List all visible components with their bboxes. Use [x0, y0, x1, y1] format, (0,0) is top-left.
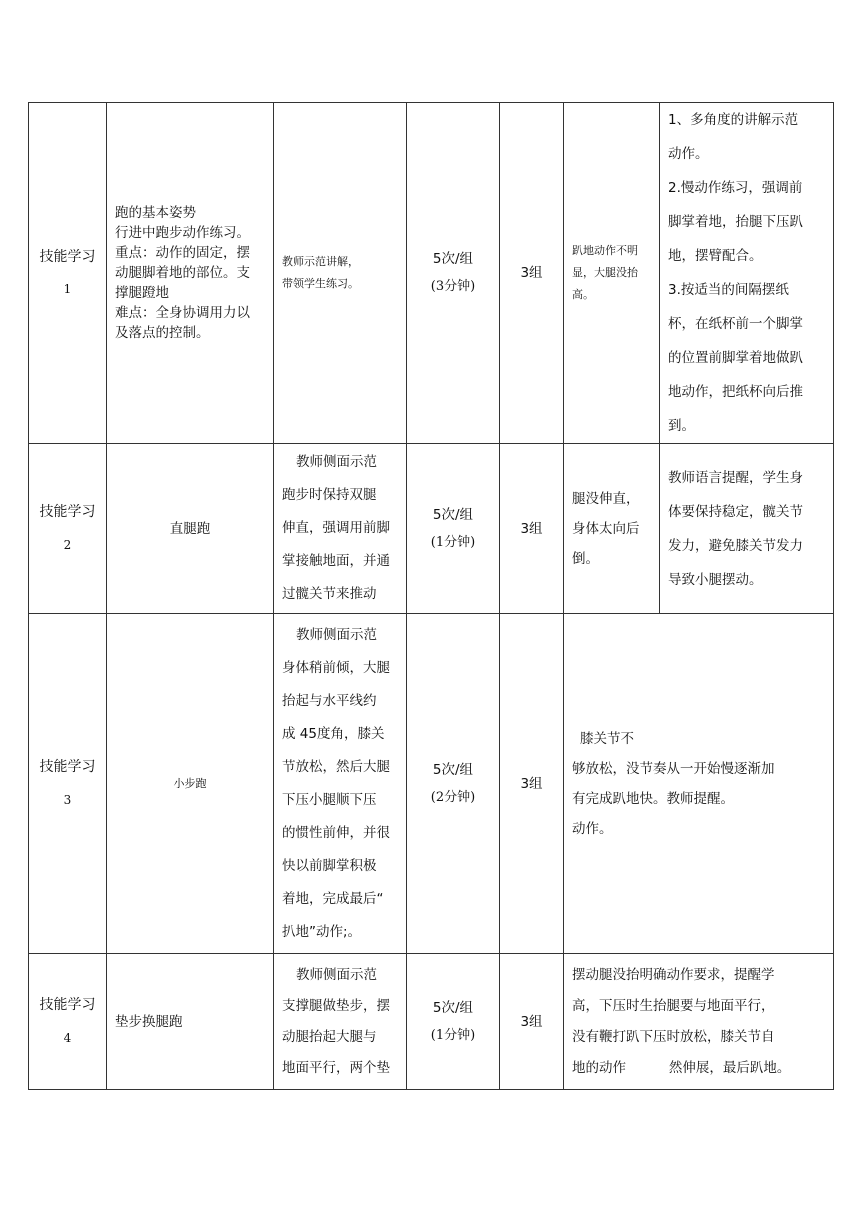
method-line: 节放松，然后大腿	[282, 758, 390, 775]
reps-cell	[407, 444, 500, 614]
method-line: 成 45度角，膝关	[282, 725, 385, 742]
stage-number: 3	[63, 792, 72, 807]
method-line: 支撑腿做垫步，摆	[282, 997, 390, 1014]
method-line: 掌接触地面，并通	[282, 553, 390, 569]
method-line: 的惯性前伸，并很	[282, 824, 390, 841]
groups-text: 3组	[520, 265, 543, 281]
table-row	[29, 444, 834, 614]
solution-line: 地动作，把纸杯向后推	[668, 384, 803, 400]
issue-line: 高，下压时生抬腿要与地面平行，	[572, 997, 775, 1014]
issue-line: 够放松，没节奏从一开始慢逐渐加	[572, 760, 775, 777]
groups-cell	[500, 103, 564, 444]
method-line: 教师示范讲解，	[282, 255, 359, 268]
content-cell	[107, 614, 274, 954]
groups-cell	[500, 954, 564, 1090]
solution-line: 3.按适当的间隔摆纸	[668, 282, 789, 298]
method-line: 着地，完成最后“	[282, 890, 384, 907]
issue-line: 有完成趴地快。教师提醒。	[572, 790, 734, 807]
content-line: 直腿跑	[169, 520, 211, 537]
groups-text: 3组	[520, 520, 543, 537]
method-line: 教师侧面示范	[296, 454, 377, 470]
groups-text: 3组	[520, 1013, 543, 1030]
solution-line: 1、多角度的讲解示范	[668, 112, 799, 128]
groups-cell	[500, 444, 564, 614]
solution-line: 脚掌着地，抬腿下压趴	[668, 214, 803, 230]
issue-line: 显，大腿没抬	[572, 266, 638, 279]
solution-line: 体要保持稳定，髋关节	[668, 503, 803, 520]
issue-line: 高。	[572, 288, 594, 301]
content-line: 动腿脚着地的部位。支	[115, 265, 250, 281]
method-line: 身体稍前倾，大腿	[282, 659, 390, 676]
solution-line: 导致小腿摆动。	[668, 571, 763, 588]
issues-solutions-merged-cell	[564, 954, 834, 1090]
method-line: 扒地”动作;。	[282, 923, 362, 940]
table-row	[29, 614, 834, 954]
stage-number: 1	[63, 282, 72, 297]
stage-number: 4	[63, 1030, 72, 1045]
content-line: 小步跑	[173, 776, 207, 790]
content-cell	[107, 444, 274, 614]
content-line: 重点：动作的固定，摆	[115, 245, 250, 261]
content-line: 撑腿蹬地	[115, 285, 169, 301]
method-line: 教师侧面示范	[296, 626, 377, 643]
stage-cell	[29, 103, 107, 444]
reps-text: 5次/组	[432, 999, 474, 1016]
table-row	[29, 954, 834, 1090]
reps-cell	[407, 103, 500, 444]
method-line: 地面平行，两个垫	[282, 1059, 390, 1076]
solution-line: 到。	[668, 418, 695, 434]
groups-cell	[500, 614, 564, 954]
method-cell	[274, 444, 407, 614]
issue-line: 地的动作 然伸展，最后趴地。	[572, 1059, 791, 1076]
solution-line: 教师语言提醒，学生身	[668, 469, 803, 486]
solution-line: 动作。	[668, 146, 709, 162]
solutions-cell	[660, 444, 834, 614]
method-line: 快以前脚掌积极	[282, 857, 377, 874]
method-line: 下压小腿顺下压	[282, 791, 377, 808]
content-cell	[107, 103, 274, 444]
reps-cell	[407, 954, 500, 1090]
stage-label: 技能学习	[39, 504, 96, 521]
reps-text: 5次/组	[432, 251, 474, 267]
issue-line: 没有鞭打趴下压时放松，膝关节自	[572, 1028, 775, 1045]
reps-text: 5次/组	[432, 761, 474, 778]
stage-cell	[29, 614, 107, 954]
method-cell	[274, 954, 407, 1090]
solution-line: 发力，避免膝关节发力	[668, 537, 803, 554]
solution-line: 杯，在纸杯前一个脚掌	[668, 316, 803, 332]
stage-cell	[29, 954, 107, 1090]
duration-text: (3分钟)	[430, 279, 476, 294]
issue-line: 腿没伸直，	[572, 490, 640, 507]
method-cell	[274, 614, 407, 954]
stage-number: 2	[63, 537, 72, 552]
method-line: 伸直，强调用前脚	[282, 520, 390, 536]
stage-label: 技能学习	[39, 759, 96, 776]
content-line: 垫步换腿跑	[115, 1013, 183, 1030]
reps-text: 5次/组	[432, 506, 474, 523]
issues-cell	[564, 444, 660, 614]
issue-line: 倒。	[572, 550, 599, 567]
lesson-plan-table	[28, 102, 834, 1090]
stage-label: 技能学习	[39, 997, 96, 1014]
issue-line: 身体太向后	[572, 520, 640, 537]
groups-text: 3组	[520, 775, 543, 792]
stage-cell	[29, 444, 107, 614]
duration-text: (1分钟)	[430, 1027, 476, 1043]
solution-line: 2.慢动作练习，强调前	[668, 180, 803, 196]
solution-line: 的位置前脚掌着地做趴	[668, 350, 803, 366]
issue-line: 趴地动作不明	[572, 244, 638, 257]
duration-text: (1分钟)	[430, 534, 476, 550]
method-line: 跑步时保持双腿	[282, 487, 377, 503]
issue-line: 膝关节不	[580, 730, 634, 747]
method-cell	[274, 103, 407, 444]
content-cell	[107, 954, 274, 1090]
method-line: 教师侧面示范	[296, 966, 377, 983]
stage-label: 技能学习	[39, 248, 96, 265]
solution-line: 地，摆臂配合。	[668, 248, 763, 264]
issues-solutions-merged-cell	[564, 614, 834, 954]
table-row	[29, 103, 834, 444]
method-line: 过髋关节来推动	[282, 586, 377, 602]
method-line: 抬起与水平线约	[282, 692, 377, 709]
method-line: 带领学生练习。	[282, 277, 359, 290]
issue-line: 摆动腿没抬明确动作要求，提醒学	[572, 966, 775, 983]
content-line: 跑的基本姿势	[115, 205, 196, 221]
issues-cell	[564, 103, 660, 444]
reps-cell	[407, 614, 500, 954]
method-line: 动腿抬起大腿与	[282, 1028, 377, 1045]
issue-line: 动作。	[572, 820, 613, 837]
content-line: 难点：全身协调用力以	[115, 305, 250, 321]
solutions-cell	[660, 103, 834, 444]
content-line: 行进中跑步动作练习。	[115, 225, 250, 241]
content-line: 及落点的控制。	[115, 325, 210, 341]
duration-text: (2分钟)	[430, 789, 476, 805]
